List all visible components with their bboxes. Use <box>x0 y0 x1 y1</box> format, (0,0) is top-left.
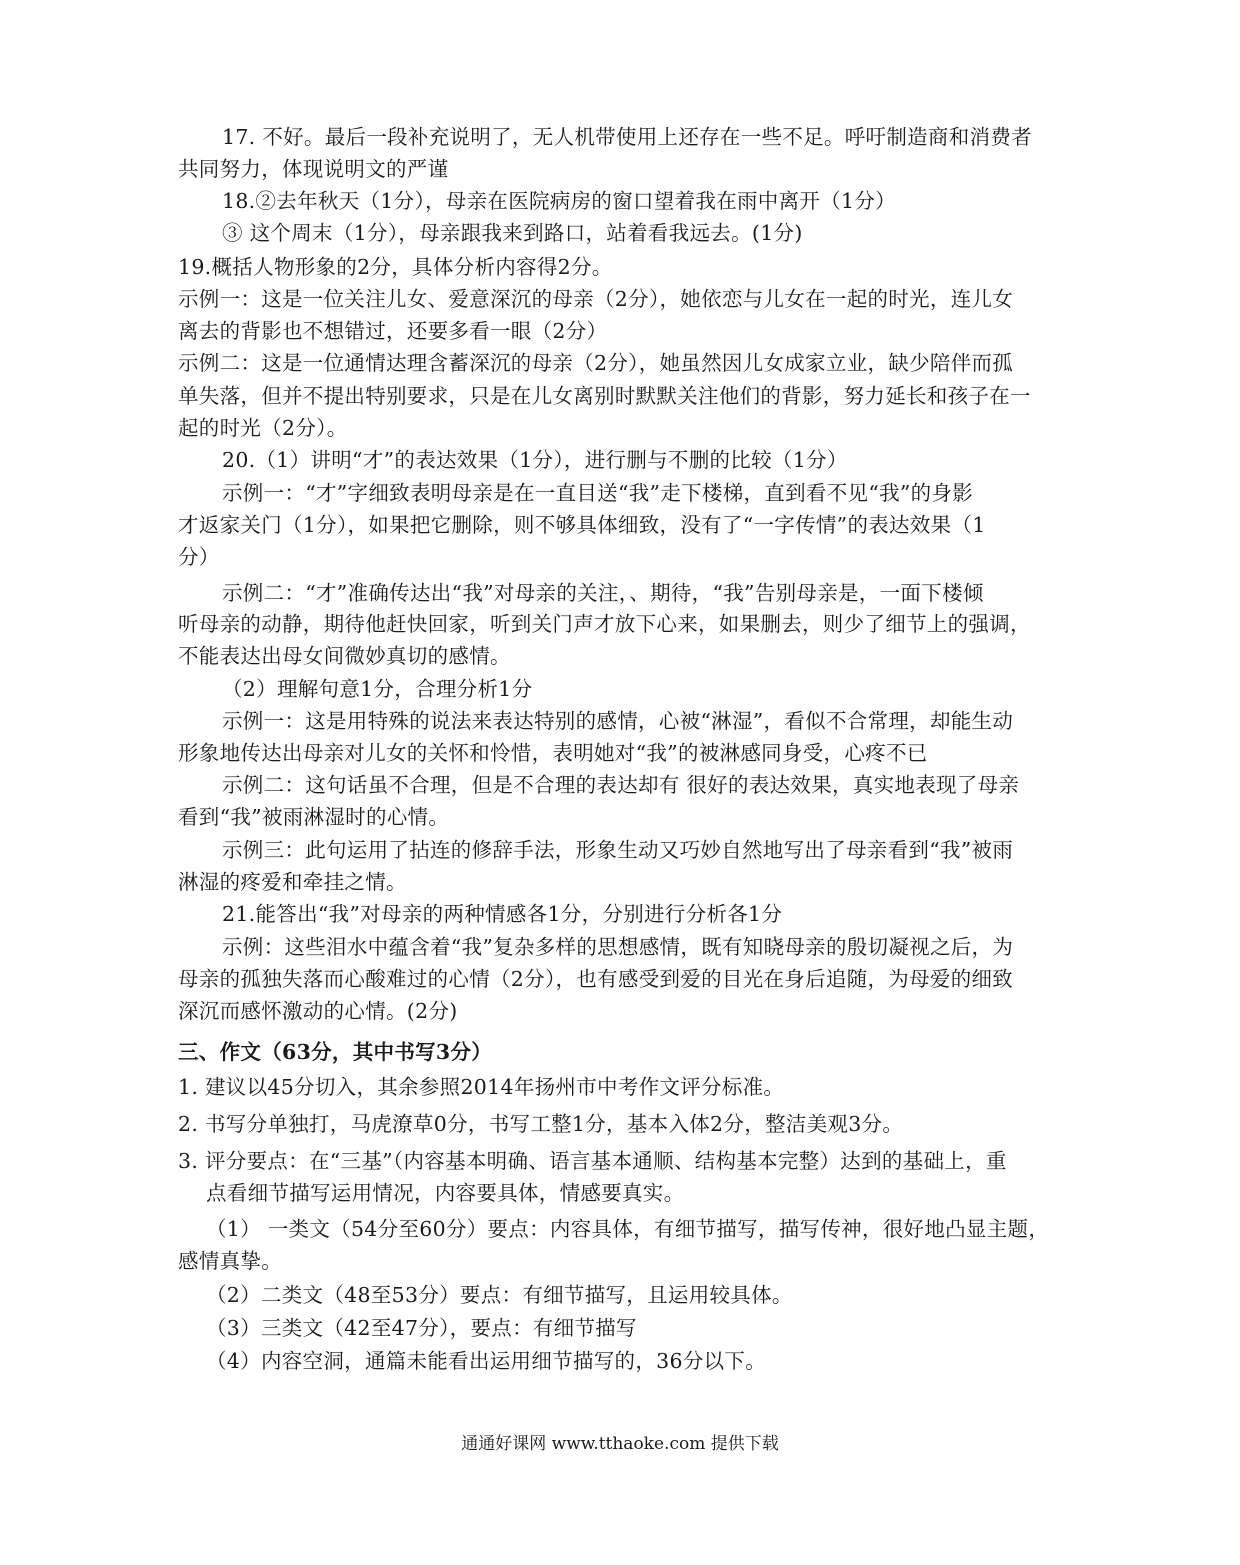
answer-20-part2-line-1: （2）理解句意1分，合理分析1分 <box>222 677 533 701</box>
essay-grade-2: （2）二类文（48至53分）要点：有细节描写，且运用较具体。 <box>206 1283 793 1307</box>
essay-rule-2: 2. 书写分单独打，马虎潦草0分，书写工整1分，基本入体2分，整洁美观3分。 <box>178 1112 904 1136</box>
answer-20-example1-line-1: 示例一：“才”字细致表明母亲是在一直目送“我”走下楼梯，直到看不见“我”的身影 <box>222 481 974 505</box>
essay-grade-3: （3）三类文（42至47分），要点：有细节描写 <box>206 1316 637 1340</box>
answer-17-line-1: 17. 不好。最后一段补充说明了，无人机带使用上还存在一些不足。呼吁制造商和消费者 <box>222 125 1032 149</box>
answer-21-example-line-1: 示例：这些泪水中蕴含着“我”复杂多样的思想感情，既有知晓母亲的殷切凝视之后，为 <box>222 935 1014 959</box>
essay-grade-1-line-2: 感情真挚。 <box>178 1249 282 1273</box>
answer-17-line-2: 共同努力，体现说明文的严谨 <box>178 157 449 181</box>
essay-rule-1: 1. 建议以45分切入，其余参照2014年扬州市中考作文评分标准。 <box>178 1075 785 1099</box>
page-footer: 通通好课网 www.tthaoke.com 提供下载 <box>461 1434 779 1454</box>
answer-20-example1-line-2: 才返家关门（1分），如果把它删除，则不够具体细致，没有了“一字传情”的表达效果（1 <box>178 513 986 537</box>
essay-grade-1-line-1: （1） 一类文（54分至60分）要点：内容具体，有细节描写，描写传神，很好地凸显主题， <box>206 1217 1050 1241</box>
answer-19-example2-line-1: 示例二：这是一位通情达理含蓄深沉的母亲（2分），她虽然因儿女成家立业，缺少陪伴而孤 <box>178 351 1014 375</box>
essay-rule-3-line-2: 点看细节描写运用情况，内容要具体，情感要真实。 <box>206 1181 685 1205</box>
answer-19-example2-line-2: 单失落，但并不提出特别要求，只是在儿女离别时默默关注他们的背影，努力延长和孩子在一 <box>178 384 1031 408</box>
answer-20-example2-line-2: 听母亲的动静，期待他赶快回家，听到关门声才放下心来，如果删去，则少了细节上的强调， <box>178 612 1031 636</box>
answer-20-part1-line-1: 20.（1）讲明“才”的表达效果（1分），进行删与不删的比较（1分） <box>222 448 848 472</box>
essay-grade-4: （4）内容空洞，通篇未能看出运用细节描写的，36分以下。 <box>206 1349 767 1373</box>
answer-20-example2-line-3: 不能表达出母女间微妙真切的感情。 <box>178 644 511 668</box>
answer-19-example1-line-2: 离去的背影也不想错过，还要多看一眼（2分） <box>178 319 608 343</box>
answer-18-line-2: ③ 这个周末（1分），母亲跟我来到路口，站着看我远去。(1分) <box>222 221 803 245</box>
answer-20-part2-example2-line-2: 看到“我”被雨淋湿时的心情。 <box>178 805 450 829</box>
answer-20-example2-line-1: 示例二：“才”准确传达出“我”对母亲的关注，、期待，“我”告别母亲是，一面下楼倾 <box>222 581 984 605</box>
answer-20-part2-example1-line-2: 形象地传达出母亲对儿女的关怀和怜惜，表明她对“我”的被淋感同身受，心疼不已 <box>178 741 928 765</box>
section-three-heading: 三、作文（63分，其中书写3分） <box>178 1040 493 1064</box>
answer-20-part2-example3-line-1: 示例三：此句运用了拈连的修辞手法，形象生动又巧妙自然地写出了母亲看到“我”被雨 <box>222 838 1014 862</box>
answer-20-part2-example3-line-2: 淋湿的疼爱和牵挂之情。 <box>178 870 407 894</box>
answer-19-example2-line-3: 起的时光（2分）。 <box>178 416 348 440</box>
answer-19-line-1: 19.概括人物形象的2分，具体分析内容得2分。 <box>178 255 613 279</box>
answer-18-line-1: 18.②去年秋天（1分），母亲在医院病房的窗口望着我在雨中离开（1分） <box>222 189 896 213</box>
essay-rule-3-line-1: 3. 评分要点：在“三基”（内容基本明确、语言基本通顺、结构基本完整）达到的基础上，重 <box>178 1149 1007 1173</box>
answer-21-example-line-2: 母亲的孤独失落而心酸难过的心情（2分），也有感受到爱的目光在身后追随，为母爱的细致 <box>178 967 1014 991</box>
answer-19-example1-line-1: 示例一：这是一位关注儿女、爱意深沉的母亲（2分），她依恋与儿女在一起的时光，连儿女 <box>178 287 1014 311</box>
answer-21-line-1: 21.能答出“我”对母亲的两种情感各1分，分别进行分析各1分 <box>222 902 783 926</box>
answer-21-example-line-3: 深沉而感怀激动的心情。(2分) <box>178 999 458 1023</box>
answer-20-part2-example2-line-1: 示例二：这句话虽不合理，但是不合理的表达却有 很好的表达效果，真实地表现了母亲 <box>222 773 1020 797</box>
answer-20-example1-line-3: 分） <box>178 545 220 569</box>
answer-20-part2-example1-line-1: 示例一：这是用特殊的说法来表达特别的感情，心被“淋湿”，看似不合常理，却能生动 <box>222 709 1014 733</box>
